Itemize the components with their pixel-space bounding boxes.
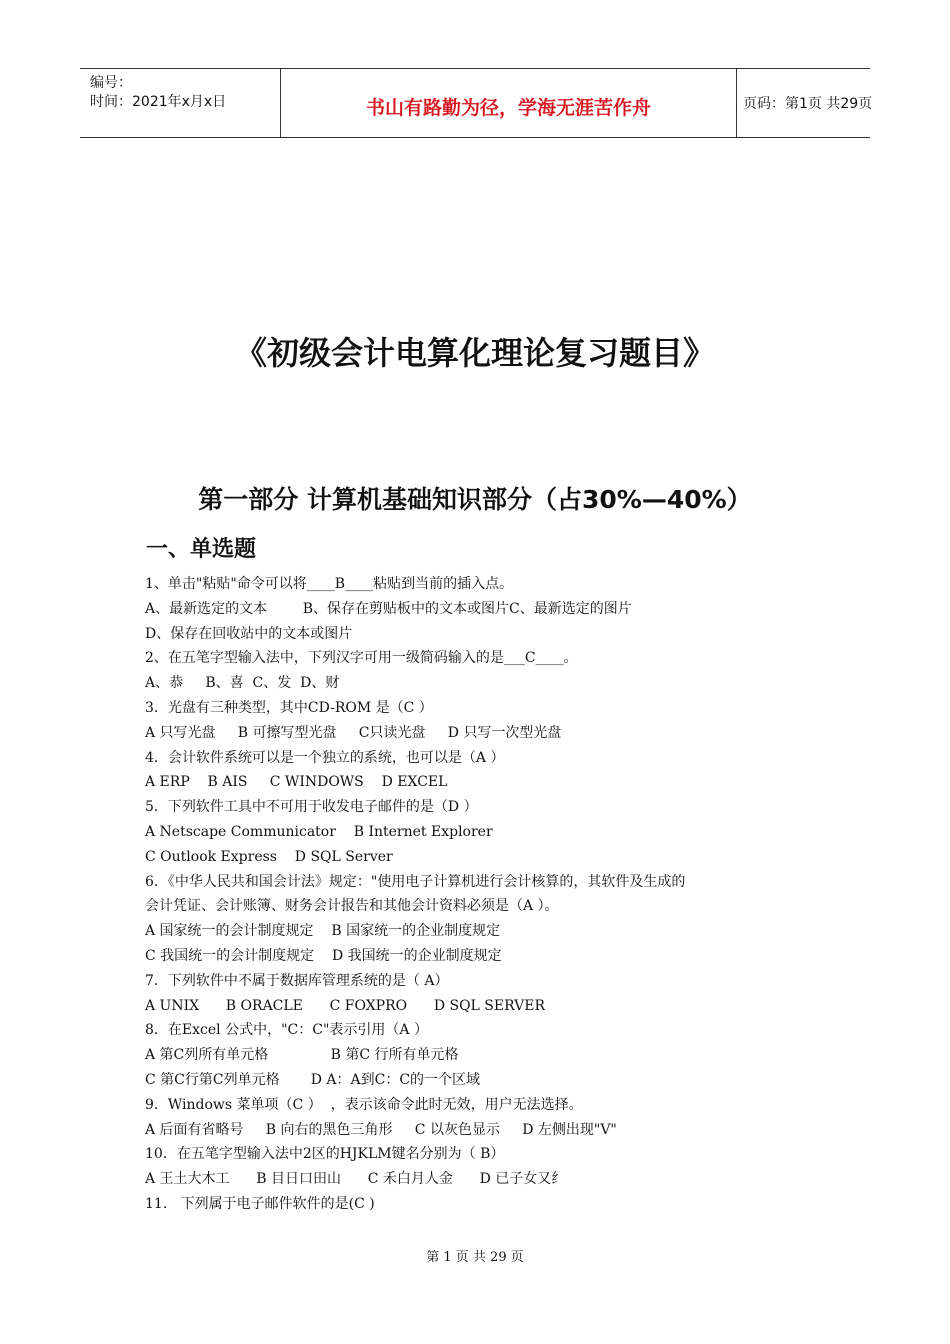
question-line: 6．《中华人民共和国会计法》规定："使用电子计算机进行会计核算的，其软件及生成的 [145, 873, 686, 890]
page-header [80, 68, 873, 138]
question-line: A 国家统一的会计制度规定 B 国家统一的企业制度规定 [145, 923, 501, 940]
question-line: A 王土大木工 B 目日口田山 C 禾白月人金 D 已子女又纟 [145, 1171, 566, 1188]
question-line: 4．会计软件系统可以是一个独立的系统，也可以是（A ） [145, 749, 505, 766]
question-line: 会计凭证、会计账簿、财务会计报告和其他会计资料必须是（A ）。 [145, 898, 559, 915]
document-title: 《初级会计电算化理论复习题目》 [234, 334, 715, 372]
question-line: 5．下列软件工具中不可用于收发电子邮件的是（D ） [145, 799, 478, 816]
question-line: A、恭 B、喜 C、发 D、财 [145, 675, 340, 692]
question-line: A、最新选定的文本 B、保存在剪贴板中的文本或图片C、最新选定的图片 [145, 600, 632, 617]
part-title: 第一部分 计算机基础知识部分（占30%—40%） [198, 485, 752, 514]
header-motto-cell [280, 69, 737, 137]
question-line: 7．下列软件中不属于数据库管理系统的是（ A） [145, 972, 449, 989]
question-line: A ERP B AIS C WINDOWS D EXCEL [145, 774, 448, 791]
header-left-cell [80, 69, 280, 137]
question-line: C 第C行第C列单元格 D A：A到C：C的一个区域 [145, 1071, 481, 1088]
question-line: C 我国统一的会计制度规定 D 我国统一的企业制度规定 [145, 947, 502, 964]
question-line: 3．光盘有三种类型，其中CD-ROM 是（C ） [145, 699, 433, 716]
question-line: 11. 下列属于电子邮件软件的是(C ) [145, 1195, 375, 1212]
question-line: 8．在Excel 公式中，"C：C"表示引用（A ） [145, 1022, 428, 1039]
question-line: 10．在五笔字型输入法中2区的HJKLM键名分别为（ B） [145, 1146, 505, 1163]
question-line: 1、单击"粘贴"命令可以将____B____粘贴到当前的插入点。 [145, 576, 514, 592]
question-line: A 第C列所有单元格 B 第C 行所有单元格 [145, 1047, 459, 1064]
question-line: A UNIX B ORACLE C FOXPRO D SQL SERVER [145, 997, 546, 1014]
question-line: 2、在五笔字型输入法中，下列汉字可用一级简码输入的是___C____。 [145, 650, 578, 667]
question-list [145, 572, 825, 1217]
question-line: C Outlook Express D SQL Server [145, 848, 393, 865]
header-right-cell [735, 69, 873, 137]
question-line: D、保存在回收站中的文本或图片 [145, 625, 353, 642]
section-title: 一、单选题 [146, 537, 257, 562]
question-line: A Netscape Communicator B Internet Explorer [145, 823, 493, 840]
question-line: A 只写光盘 B 可擦写型光盘 C只读光盘 D 只写一次型光盘 [145, 724, 562, 741]
question-line: 9．Windows 菜单项（C ） ，表示该命令此时无效，用户无法选择。 [145, 1096, 583, 1113]
question-line: A 后面有省略号 B 向右的黑色三角形 C 以灰色显示 D 左侧出现"V" [145, 1121, 617, 1138]
page-code: 页码：第1页 共29页 [743, 96, 873, 112]
page-footer: 第 1 页 共 29 页 [426, 1250, 524, 1265]
number-label: 编号： [90, 75, 132, 91]
motto: 书山有路勤为径，学海无涯苦作舟 [365, 97, 651, 119]
date-line: 时间：2021年x月x日 [90, 94, 227, 110]
